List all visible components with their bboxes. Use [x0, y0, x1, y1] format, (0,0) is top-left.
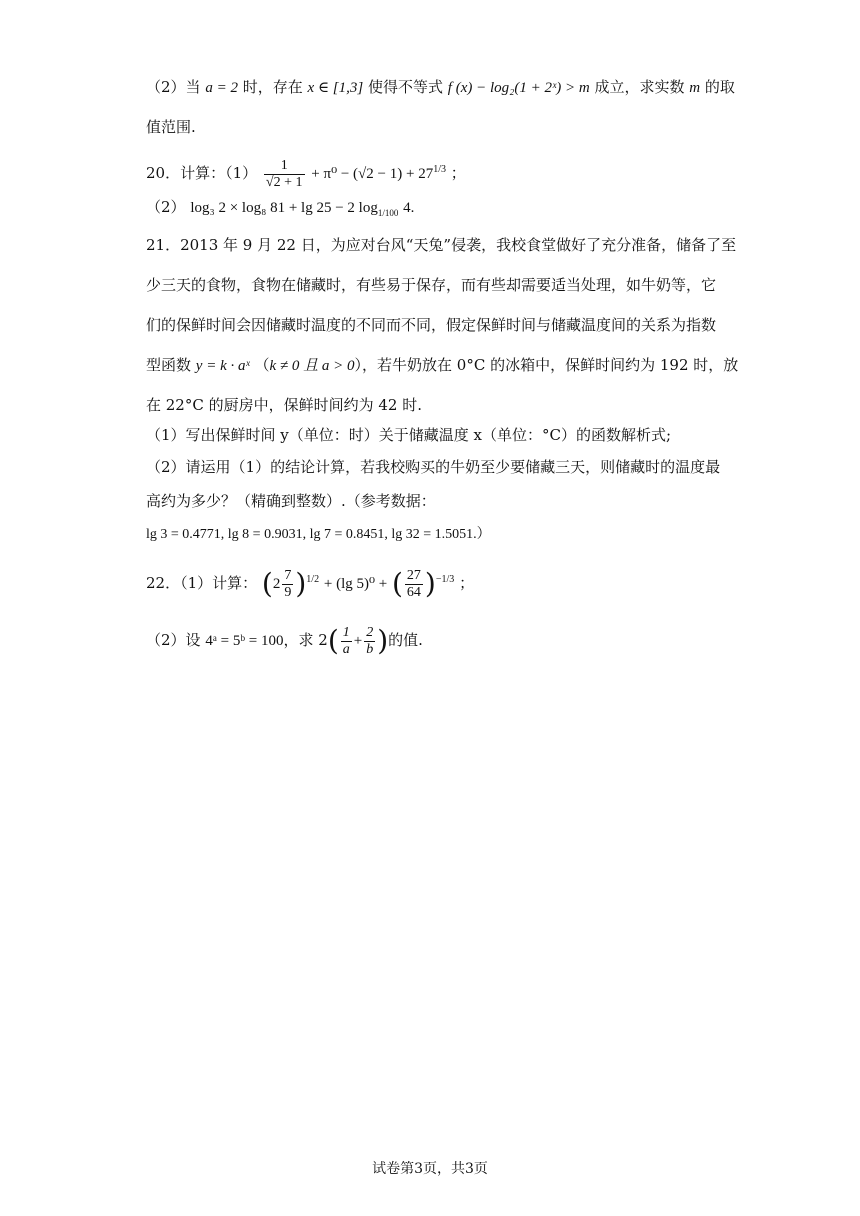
text: 时，存在: [242, 78, 303, 96]
page-footer: 试卷第3页，共3页: [372, 1161, 488, 1177]
math-expr: k ≠ 0 且 a > 0: [269, 358, 355, 374]
text: ；: [450, 164, 466, 182]
q21-sub2-line2: 高约为多少？（精确到整数）.（参考数据：: [146, 492, 436, 510]
math-expr: m: [689, 80, 701, 96]
question-number: 20．计算：（1）: [146, 164, 258, 182]
fraction: [264, 158, 305, 191]
exponent: 1/2: [306, 574, 320, 585]
text: 的值.: [388, 631, 423, 649]
math-expr: + (lg 5)⁰ +: [323, 576, 388, 592]
left-paren: (: [327, 624, 339, 657]
q19-part2-line2: 值范围.: [146, 118, 196, 136]
question-number: 22．（1）计算：: [146, 574, 258, 592]
text: 使得不等式: [368, 78, 444, 96]
text: ；: [459, 574, 475, 592]
left-paren: (: [391, 567, 403, 600]
exponent: −1/3: [435, 574, 455, 585]
text: （2）: [146, 198, 186, 216]
denominator: a: [342, 641, 350, 657]
q22-part1: [146, 560, 474, 604]
math-expr: a = 2: [205, 80, 238, 96]
q21-sub1: （1）写出保鲜时间 y（单位：时）关于储藏温度 x（单位：°C）的函数解析式;: [146, 426, 672, 444]
text: ，求 2: [283, 631, 328, 649]
math-expr: 4.: [403, 200, 415, 216]
numerator: 27: [406, 567, 421, 583]
q21-sub2-line1: （2）请运用（1）的结论计算，若我校购买的牛奶至少要储藏三天，则储藏时的温度最: [146, 458, 721, 476]
text: 成立，求实数: [594, 78, 685, 96]
numerator: 1: [264, 158, 305, 175]
math-expr: x ∈ [1,3]: [307, 80, 364, 96]
math-expr: y = k · aˣ: [195, 358, 250, 374]
fraction: [405, 568, 423, 601]
math-expr: + π⁰ − (√2 − 1) + 27: [311, 166, 434, 182]
q19-part2-line1: [146, 76, 735, 99]
q21-line4: [146, 354, 738, 377]
numerator: 7: [284, 567, 292, 583]
text: （: [254, 356, 270, 374]
denominator: b: [366, 641, 374, 657]
text: 的取: [704, 78, 735, 96]
q21-line3: 们的保鲜时间会因储藏时温度的不同而不同，假定保鲜时间与储藏温度间的关系为指数: [146, 316, 717, 334]
numerator: 2: [366, 624, 374, 640]
whole-part: 2: [272, 576, 281, 592]
math-expr: log₃ 2 × log₈ 81 + lg 25 − 2 log: [190, 200, 378, 216]
text: ），若牛奶放在 0°C 的冰箱中，保鲜时间约为 192 时，放: [354, 356, 739, 374]
math-expr: 4ᵃ = 5ᵇ = 100: [205, 633, 284, 649]
fraction: [364, 625, 375, 658]
q21-line2: 少三天的食物，食物在储藏时，有些易于保存，而有些却需要适当处理，如牛奶等，它: [146, 276, 717, 294]
right-paren: ): [295, 567, 307, 600]
text: 型函数: [146, 356, 192, 374]
math-expr: f (x) − log₂(1 + 2ˣ) > m: [447, 80, 590, 96]
q21-reference-data: lg 3 = 0.4771, lg 8 = 0.9031, lg 7 = 0.8451, lg 32 = 1.5051.）: [146, 527, 491, 542]
q21-line1: 21．2013 年 9 月 22 日，为应对台风“天兔”侵袭，我校食堂做好了充分准备，储备了至: [146, 236, 737, 254]
right-paren: ): [424, 567, 436, 600]
numerator: 1: [342, 624, 350, 640]
q21-line5: 在 22°C 的厨房中，保鲜时间约为 42 时.: [146, 396, 422, 414]
fraction: [341, 625, 352, 658]
exponent: 1/3: [433, 164, 446, 175]
text: （2）设: [146, 631, 201, 649]
plus-sign: +: [353, 633, 363, 649]
denominator: 9: [284, 584, 292, 600]
q20-part2: [146, 196, 414, 224]
subscript: 1/100: [377, 208, 399, 218]
denominator: 64: [406, 584, 421, 600]
q22-part2: [146, 620, 423, 661]
denominator: √2 + 1: [265, 174, 303, 190]
right-paren: ): [377, 624, 389, 657]
q20-part1: [146, 152, 466, 192]
left-paren: (: [261, 567, 273, 600]
text: （2）当: [146, 78, 201, 96]
fraction: [282, 568, 293, 601]
